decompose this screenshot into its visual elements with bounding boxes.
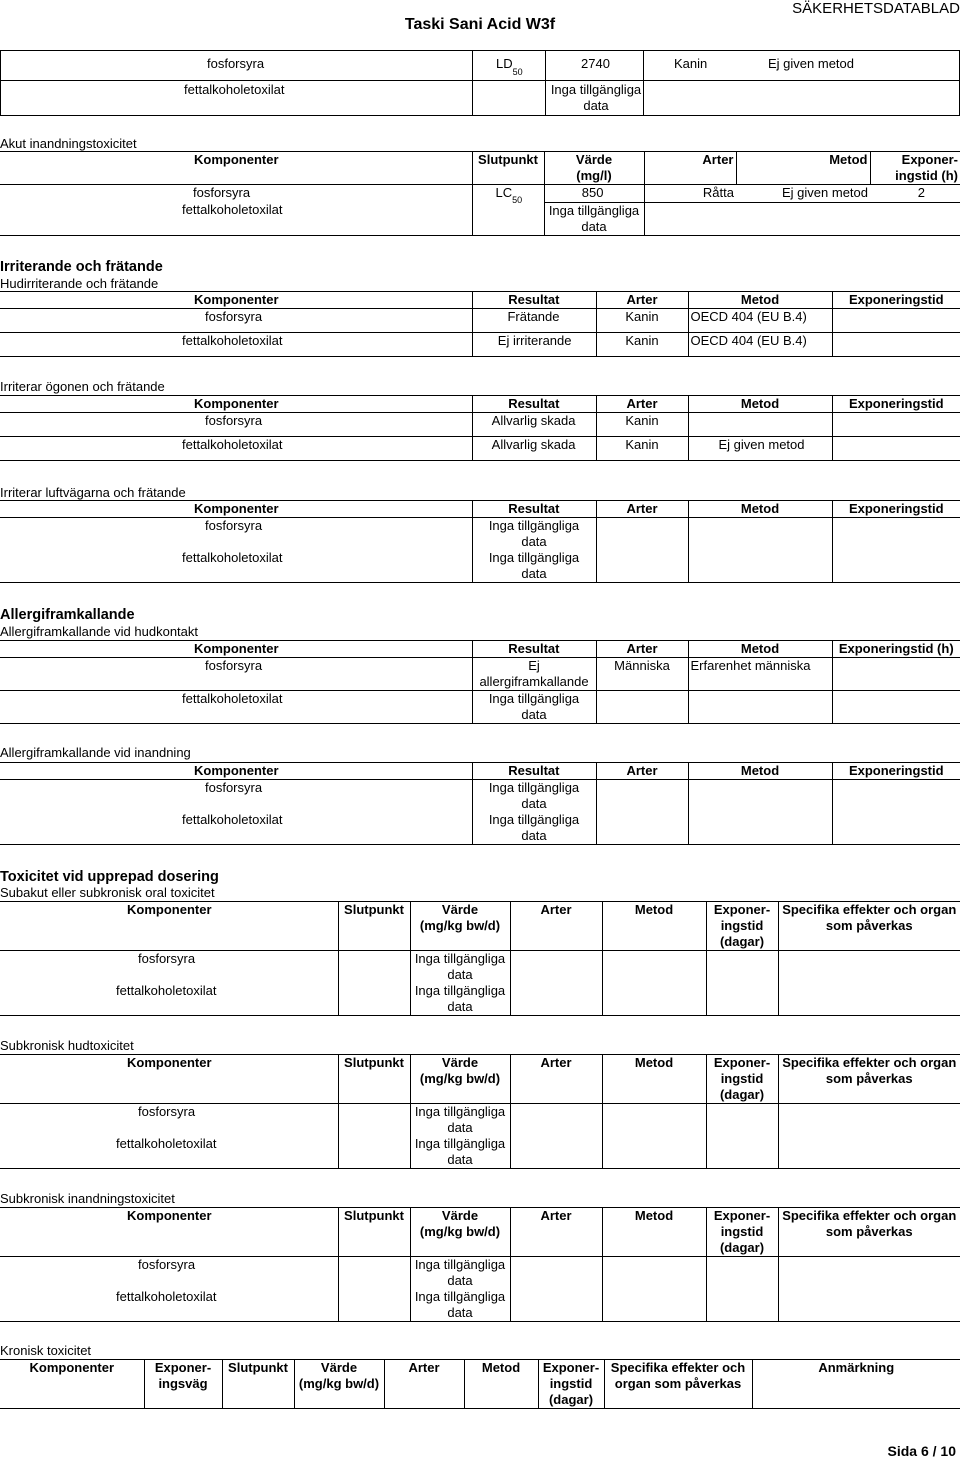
header-exposure: Exponer- ingstid (dagar)	[706, 902, 778, 951]
header-components: Komponenter	[0, 1055, 338, 1104]
section-allergy: Allergiframkallande	[0, 607, 135, 623]
header-endpoint: Slutpunkt	[338, 1055, 410, 1104]
no-data: Inga tillgängliga data	[472, 780, 596, 813]
no-data: Inga tillgängliga data	[410, 1257, 510, 1290]
header-species: Arter	[596, 763, 688, 780]
header-components: Komponenter	[0, 1360, 144, 1409]
header-exposure: Exponer- ingstid (dagar)	[706, 1055, 778, 1104]
section-repeated-dose: Toxicitet vid upprepad dosering	[0, 869, 219, 885]
skin-irritation-table	[0, 291, 960, 357]
header-value: Värde (mg/kg bw/d)	[294, 1360, 384, 1409]
section-oral-subchronic: Subakut eller subkronisk oral toxicitet	[0, 885, 215, 900]
section-skin-allergy: Allergiframkallande vid hudkontakt	[0, 624, 198, 639]
component-name: fosforsyra	[0, 951, 338, 984]
no-data: Inga tillgängliga data	[472, 518, 596, 551]
endpoint: $LC_{50}$	[472, 185, 544, 203]
species: Kanin	[596, 437, 688, 461]
method: Ej given metod	[768, 56, 854, 71]
no-data: Inga tillgängliga data	[410, 1136, 510, 1169]
header-species: Arter	[596, 292, 688, 309]
component-name: fettalkoholetoxilat	[0, 202, 472, 235]
header-method: Metod	[688, 501, 832, 518]
header-result: Resultat	[472, 501, 596, 518]
component-name: fosforsyra	[0, 780, 472, 813]
result: Frätande	[472, 309, 596, 333]
header-value: Värde (mg/l)	[544, 152, 644, 185]
component-name: fettalkoholetoxilat	[0, 812, 472, 845]
header-exposure: Exponeringstid (h)	[832, 641, 960, 658]
no-data: Inga tillgängliga data	[550, 82, 642, 113]
header-endpoint: Slutpunkt	[338, 1208, 410, 1257]
species: Kanin	[596, 309, 688, 333]
chronic-toxicity-table	[0, 1359, 960, 1409]
species: Människa	[596, 658, 688, 691]
section-inhalation-allergy: Allergiframkallande vid inandning	[0, 745, 191, 760]
exposure-time: 2	[870, 185, 960, 203]
header-species: Arter	[644, 152, 736, 185]
header-endpoint: Slutpunkt	[222, 1360, 294, 1409]
no-data: Inga tillgängliga data	[410, 951, 510, 984]
dermal-subchronic-table	[0, 1054, 960, 1169]
header-value: Värde (mg/kg bw/d)	[410, 1055, 510, 1104]
species: Kanin	[596, 333, 688, 357]
header-exposure: Exponeringstid	[832, 292, 960, 309]
method: OECD 404 (EU B.4)	[688, 309, 832, 333]
section-skin-irritation: Hudirriterande och frätande	[0, 276, 159, 291]
respiratory-irritation-table	[0, 500, 960, 583]
header-value: Värde (mg/kg bw/d)	[410, 1208, 510, 1257]
no-data: Inga tillgängliga data	[472, 550, 596, 583]
header-effects: Specifika effekter och organ som påverkas	[778, 902, 960, 951]
header-result: Resultat	[472, 641, 596, 658]
species: Kanin	[674, 56, 708, 71]
header-species: Arter	[384, 1360, 464, 1409]
method: Ej given metod	[736, 185, 870, 203]
header-value: Värde (mg/kg bw/d)	[410, 902, 510, 951]
method: OECD 404 (EU B.4)	[688, 333, 832, 357]
section-respiratory-irritation: Irriterar luftvägarna och frätande	[0, 485, 186, 500]
no-data: Inga tillgängliga data	[410, 1104, 510, 1137]
header-method: Metod	[688, 292, 832, 309]
inhalation-allergy-table	[0, 762, 960, 845]
header-components: Komponenter	[0, 396, 472, 413]
header-exposure: Exponer- ingstid (dagar)	[538, 1360, 604, 1409]
component-name: fosforsyra	[207, 56, 265, 71]
component-name: fettalkoholetoxilat	[0, 333, 472, 357]
result: Ej irriterande	[472, 333, 596, 357]
header-species: Arter	[596, 501, 688, 518]
header-components: Komponenter	[0, 1208, 338, 1257]
component-name: fettalkoholetoxilat	[0, 437, 472, 461]
header-method: Metod	[736, 152, 870, 185]
component-name: fettalkoholetoxilat	[0, 1136, 338, 1169]
document-type: SÄKERHETSDATABLAD	[792, 0, 960, 17]
no-data: Inga tillgängliga data	[410, 983, 510, 1016]
endpoint: $LD_{50}$	[496, 56, 523, 77]
species: Kanin	[596, 413, 688, 437]
col-divider	[643, 50, 644, 116]
section-eye-irritation: Irriterar ögonen och frätande	[0, 379, 165, 394]
header-result: Resultat	[472, 396, 596, 413]
header-method: Metod	[688, 641, 832, 658]
header-species: Arter	[510, 902, 602, 951]
species: Råtta	[644, 185, 736, 203]
header-species: Arter	[596, 396, 688, 413]
section-inhalation-toxicity: Akut inandningstoxicitet	[0, 136, 137, 151]
header-exposure: Exponeringstid	[832, 763, 960, 780]
header-effects: Specifika effekter och organ som påverkas	[778, 1208, 960, 1257]
component-name: fosforsyra	[0, 658, 472, 691]
component-name: fettalkoholetoxilat	[0, 550, 472, 583]
result: Ej allergiframkallande	[472, 658, 596, 691]
header-method: Metod	[602, 1055, 706, 1104]
header-species: Arter	[510, 1208, 602, 1257]
component-name: fettalkoholetoxilat	[0, 691, 472, 724]
page-number: Sida 6 / 10	[887, 1443, 956, 1459]
component-name: fettalkoholetoxilat	[0, 1289, 338, 1322]
component-name: fosforsyra	[0, 1104, 338, 1137]
no-data: Inga tillgängliga data	[472, 812, 596, 845]
no-data: Inga tillgängliga data	[472, 691, 596, 724]
component-name: fettalkoholetoxilat	[0, 983, 338, 1016]
header-method: Metod	[602, 902, 706, 951]
header-method: Metod	[688, 763, 832, 780]
method: Erfarenhet människa	[688, 658, 832, 691]
header-components: Komponenter	[0, 152, 472, 185]
result: Allvarlig skada	[472, 437, 596, 461]
component-name: fosforsyra	[0, 185, 472, 203]
component-name: fettalkoholetoxilat	[184, 82, 285, 97]
document-title: Taski Sani Acid W3f	[404, 16, 556, 33]
no-data: Inga tillgängliga data	[544, 202, 644, 235]
oral-subchronic-table	[0, 901, 960, 1016]
header-result: Resultat	[472, 292, 596, 309]
section-irritation: Irriterande och frätande	[0, 259, 163, 275]
component-name: fosforsyra	[0, 518, 472, 551]
section-dermal-subchronic: Subkronisk hudtoxicitet	[0, 1038, 134, 1053]
header-components: Komponenter	[0, 902, 338, 951]
eye-irritation-table	[0, 395, 960, 461]
row-divider	[0, 80, 960, 81]
value: 2740	[581, 56, 610, 71]
header-exposure: Exponeringstid	[832, 396, 960, 413]
component-name: fosforsyra	[0, 309, 472, 333]
result: Allvarlig skada	[472, 413, 596, 437]
header-exposure: Exponer- ingstid (h)	[870, 152, 960, 185]
inhalation-toxicity-table	[0, 151, 960, 236]
header-method: Metod	[688, 396, 832, 413]
header-components: Komponenter	[0, 763, 472, 780]
header-route: Exponer- ingsväg	[144, 1360, 222, 1409]
header-endpoint: Slutpunkt	[472, 152, 544, 185]
header-method: Metod	[602, 1208, 706, 1257]
component-name: fosforsyra	[0, 1257, 338, 1290]
no-data: Inga tillgängliga data	[410, 1289, 510, 1322]
header-result: Resultat	[472, 763, 596, 780]
header-endpoint: Slutpunkt	[338, 902, 410, 951]
header-species: Arter	[596, 641, 688, 658]
header-remark: Anmärkning	[752, 1360, 960, 1409]
skin-allergy-table	[0, 640, 960, 724]
header-components: Komponenter	[0, 501, 472, 518]
section-inhalation-subchronic: Subkronisk inandningstoxicitet	[0, 1191, 175, 1206]
header-effects: Specifika effekter och organ som påverkas	[604, 1360, 752, 1409]
header-components: Komponenter	[0, 292, 472, 309]
header-species: Arter	[510, 1055, 602, 1104]
inhalation-subchronic-table	[0, 1207, 960, 1322]
method: Ej given metod	[688, 437, 832, 461]
header-method: Metod	[464, 1360, 538, 1409]
value: 850	[544, 185, 644, 203]
header-components: Komponenter	[0, 641, 472, 658]
section-chronic-toxicity: Kronisk toxicitet	[0, 1343, 92, 1358]
header-effects: Specifika effekter och organ som påverkas	[778, 1055, 960, 1104]
header-exposure: Exponeringstid	[832, 501, 960, 518]
component-name: fosforsyra	[0, 413, 472, 437]
header-exposure: Exponer- ingstid (dagar)	[706, 1208, 778, 1257]
